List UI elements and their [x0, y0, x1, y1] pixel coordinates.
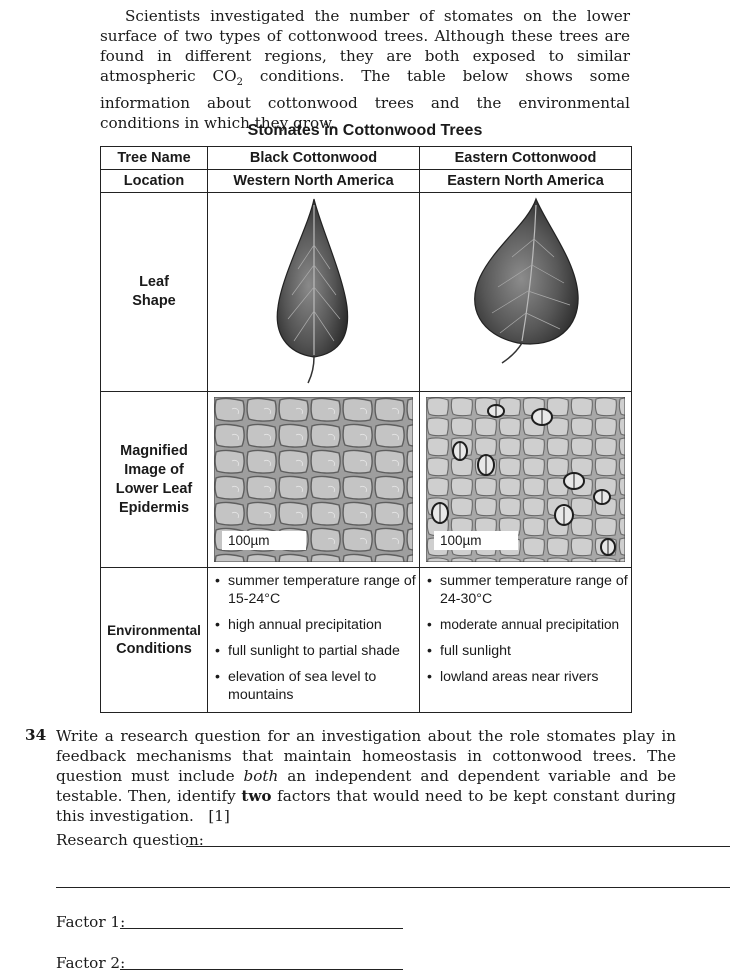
question-emphasis-both: both: [243, 767, 279, 785]
co2-subscript: 2: [236, 77, 243, 89]
eastern-cottonwood-micrograph: [426, 397, 625, 562]
black-condition-item: • high annual precipitation: [214, 616, 419, 634]
eastern-cottonwood-conditions: [420, 568, 632, 713]
factor-2-label: Factor 2:: [56, 954, 126, 972]
black-scale-bar: 100µm: [222, 531, 306, 550]
magnified-label: [101, 392, 208, 568]
eastern-condition-item: • moderate annual precipitation: [426, 616, 631, 634]
research-question-label: Research question:: [56, 831, 204, 849]
location-header: Location: [101, 170, 208, 193]
intro-text-part2: conditions. The table below shows some information about cottonwood trees and the environmental conditions in which they grow.: [100, 67, 630, 133]
magnified-label-line2: Image of: [124, 461, 184, 478]
intro-text-part1: Scientists investigated the number of stomates on the lower surface of two types of cottonwood trees. Although these trees are found in different regions, they are both exposed to similar atmospheric CO: [100, 7, 630, 85]
leaf-shape-label-line1: Leaf: [139, 274, 169, 290]
black-cottonwood-micrograph: [214, 397, 413, 562]
black-condition-item: • full sunlight to partial shade: [214, 642, 419, 660]
eastern-condition-item: • full sunlight: [426, 642, 631, 660]
question-credit: [1]: [208, 807, 230, 825]
factor-1-label: Factor 1:: [56, 913, 126, 931]
black-cottonwood-leaf-image: [254, 195, 374, 385]
eastern-cottonwood-location: Eastern North America: [420, 170, 632, 193]
research-question-line-1[interactable]: [186, 846, 730, 847]
question-number: 34: [25, 726, 47, 744]
eastern-cottonwood-micrograph-cell: [420, 392, 632, 568]
black-condition-item: • elevation of sea level to mountains: [214, 668, 419, 704]
factor-2-line[interactable]: [120, 969, 403, 970]
question-text-part-b: an independent and dependent variable and be testable. Then, identify: [56, 767, 676, 805]
location-row: [101, 170, 632, 193]
question-text: [56, 726, 676, 826]
eastern-cottonwood-name: Eastern Cottonwood: [420, 147, 632, 170]
magnified-label-line4: Epidermis: [118, 499, 190, 516]
research-question-line-2[interactable]: [56, 887, 730, 888]
stomates-table: [100, 146, 632, 713]
black-condition-item: • summer temperature range of 15-24°C: [214, 572, 419, 608]
tree-name-row: [101, 147, 632, 170]
environment-label-line2: Conditions: [116, 641, 192, 657]
factor-1-line[interactable]: [120, 928, 403, 929]
eastern-condition-item: • lowland areas near rivers: [426, 668, 631, 686]
environment-row: [101, 568, 632, 713]
table-title: Stomates in Cottonwood Trees: [247, 122, 483, 139]
tree-name-header: Tree Name: [101, 147, 208, 170]
magnified-label-line1: Magnified: [120, 442, 188, 459]
eastern-scale-bar: 100µm: [434, 531, 518, 550]
black-cottonwood-name: Black Cottonwood: [208, 147, 420, 170]
leaf-shape-label-line2: Shape: [132, 293, 176, 309]
leaf-shape-row: [101, 193, 632, 392]
magnified-row: [101, 392, 632, 568]
eastern-cottonwood-leaf-image: [456, 195, 596, 385]
intro-paragraph: [100, 6, 630, 133]
magnified-label-line3: Lower Leaf: [115, 480, 193, 497]
question-text-part-a: Write a research question for an investigation about the role stomates play in feedback mechanisms that maintain homeostasis in cottonwood trees. The question must include: [56, 727, 676, 785]
environment-label: [101, 568, 208, 713]
question-text-part-c: factors that would need to be kept constant during this investigation.: [56, 787, 676, 825]
eastern-condition-item: • summer temperature range of 24-30°C: [426, 572, 631, 608]
leaf-shape-label: [101, 193, 208, 392]
eastern-cottonwood-leaf-cell: [420, 193, 632, 392]
black-cottonwood-micrograph-cell: [208, 392, 420, 568]
black-cottonwood-location: Western North America: [208, 170, 420, 193]
black-cottonwood-conditions: [208, 568, 420, 713]
question-emphasis-two: two: [241, 787, 272, 805]
environment-label-line1: Environmental: [107, 623, 201, 638]
black-cottonwood-leaf-cell: [208, 193, 420, 392]
